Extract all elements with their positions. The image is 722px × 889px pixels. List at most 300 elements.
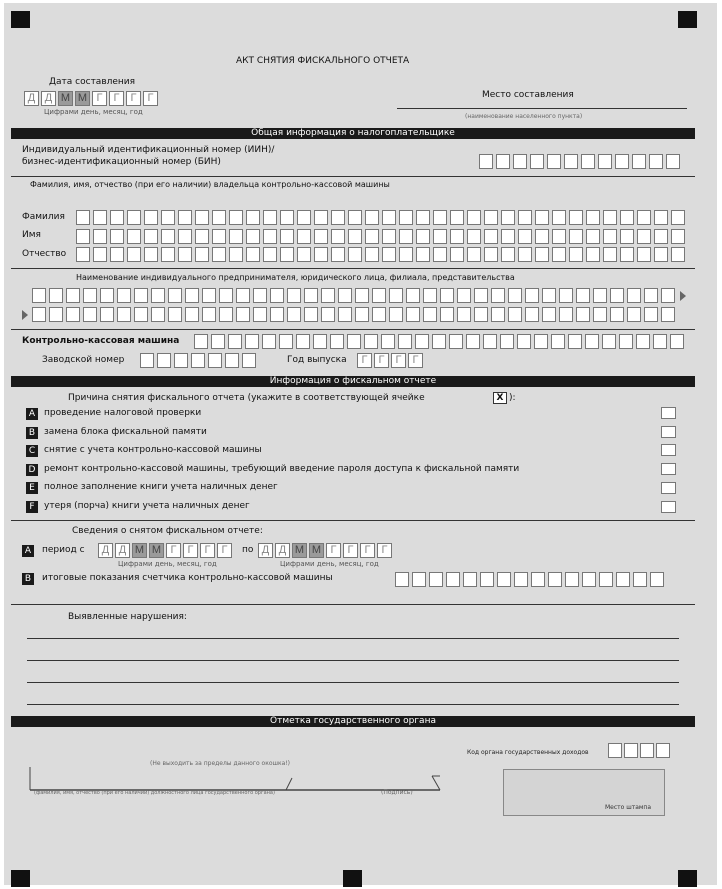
patronymic-cell[interactable]: [263, 247, 277, 262]
patronymic-cell[interactable]: [297, 247, 311, 262]
kkm-cell[interactable]: [415, 334, 429, 349]
kkm-cell[interactable]: [262, 334, 276, 349]
org-cell[interactable]: [576, 288, 590, 303]
surname-cell[interactable]: [501, 210, 515, 225]
kkm-cell[interactable]: [568, 334, 582, 349]
surname-cell[interactable]: [280, 210, 294, 225]
patronymic-cell[interactable]: [654, 247, 668, 262]
patronymic-cell[interactable]: [348, 247, 362, 262]
org-cell[interactable]: [593, 307, 607, 322]
org-cell[interactable]: [321, 288, 335, 303]
surname-cell[interactable]: [433, 210, 447, 225]
date-cell[interactable]: Д: [41, 91, 56, 106]
org-cell[interactable]: [134, 288, 148, 303]
date-cell[interactable]: Г: [126, 91, 141, 106]
signature-sign-hint: (Подпись): [381, 789, 413, 796]
totals-cell[interactable]: [599, 572, 613, 587]
org-cell[interactable]: [423, 307, 437, 322]
iin-cell[interactable]: [547, 154, 561, 169]
org-cell[interactable]: [253, 288, 267, 303]
violations-line[interactable]: [27, 704, 679, 705]
kkm-cell[interactable]: [228, 334, 242, 349]
org-cell[interactable]: [83, 307, 97, 322]
surname-cell[interactable]: [416, 210, 430, 225]
name-cell[interactable]: [671, 229, 685, 244]
org-cell[interactable]: [559, 288, 573, 303]
totals-cell[interactable]: [633, 572, 647, 587]
kkm-cell[interactable]: [364, 334, 378, 349]
gov-code-cell[interactable]: [640, 743, 654, 758]
totals-cell[interactable]: [497, 572, 511, 587]
name-cell[interactable]: [569, 229, 583, 244]
iin-cell[interactable]: [666, 154, 680, 169]
org-cell[interactable]: [474, 307, 488, 322]
surname-cell[interactable]: [552, 210, 566, 225]
kkm-cell[interactable]: [670, 334, 684, 349]
kkm-cell[interactable]: [313, 334, 327, 349]
org-cell[interactable]: [559, 307, 573, 322]
org-cell[interactable]: [661, 307, 675, 322]
patronymic-cell[interactable]: [110, 247, 124, 262]
kkm-cell[interactable]: [636, 334, 650, 349]
iin-cell[interactable]: [530, 154, 544, 169]
name-cell[interactable]: [110, 229, 124, 244]
name-cell[interactable]: [127, 229, 141, 244]
continue-arrow-left: [22, 310, 28, 320]
org-cell[interactable]: [151, 307, 165, 322]
org-cell[interactable]: [525, 288, 539, 303]
org-cell[interactable]: [423, 288, 437, 303]
surname-cell[interactable]: [569, 210, 583, 225]
name-cell[interactable]: [263, 229, 277, 244]
name-cell[interactable]: [195, 229, 209, 244]
place-line[interactable]: [397, 108, 687, 109]
surname-cell[interactable]: [348, 210, 362, 225]
patronymic-cell[interactable]: [603, 247, 617, 262]
period-from-cell[interactable]: Г: [217, 543, 232, 558]
org-cell[interactable]: [66, 288, 80, 303]
period-from-cell[interactable]: Г: [183, 543, 198, 558]
org-cell[interactable]: [644, 288, 658, 303]
kkm-cell[interactable]: [653, 334, 667, 349]
kkm-cell[interactable]: [432, 334, 446, 349]
org-cell[interactable]: [610, 307, 624, 322]
org-cell[interactable]: [202, 288, 216, 303]
totals-cell[interactable]: [650, 572, 664, 587]
patronymic-cell[interactable]: [501, 247, 515, 262]
kkm-cell[interactable]: [347, 334, 361, 349]
gov-code-cell[interactable]: [608, 743, 622, 758]
org-cell[interactable]: [83, 288, 97, 303]
period-from-cell[interactable]: Д: [98, 543, 113, 558]
org-cell[interactable]: [304, 307, 318, 322]
gov-code-cell[interactable]: [656, 743, 670, 758]
name-cell[interactable]: [552, 229, 566, 244]
kkm-cell[interactable]: [194, 334, 208, 349]
name-cell[interactable]: [399, 229, 413, 244]
totals-cell[interactable]: [429, 572, 443, 587]
patronymic-cell[interactable]: [195, 247, 209, 262]
name-cell[interactable]: [365, 229, 379, 244]
org-cell[interactable]: [151, 288, 165, 303]
period-to-cell[interactable]: Г: [326, 543, 341, 558]
period-from-cell[interactable]: М: [149, 543, 164, 558]
org-cell[interactable]: [32, 288, 46, 303]
name-cell[interactable]: [654, 229, 668, 244]
kkm-cell[interactable]: [466, 334, 480, 349]
surname-cell[interactable]: [467, 210, 481, 225]
org-cell[interactable]: [661, 288, 675, 303]
iin-cell[interactable]: [632, 154, 646, 169]
name-cell[interactable]: [331, 229, 345, 244]
date-cell[interactable]: Г: [109, 91, 124, 106]
violations-line[interactable]: [27, 682, 679, 683]
serial-cell[interactable]: [174, 353, 188, 368]
surname-cell[interactable]: [586, 210, 600, 225]
patronymic-cell[interactable]: [93, 247, 107, 262]
org-cell[interactable]: [440, 307, 454, 322]
patronymic-cell[interactable]: [569, 247, 583, 262]
iin-cell[interactable]: [649, 154, 663, 169]
org-cell[interactable]: [610, 288, 624, 303]
org-cell[interactable]: [338, 288, 352, 303]
name-cell[interactable]: [382, 229, 396, 244]
surname-cell[interactable]: [535, 210, 549, 225]
period-to-cell[interactable]: Д: [275, 543, 290, 558]
org-cell[interactable]: [627, 307, 641, 322]
org-cell[interactable]: [236, 288, 250, 303]
org-cell[interactable]: [542, 288, 556, 303]
serial-cell[interactable]: [140, 353, 154, 368]
org-cell[interactable]: [508, 307, 522, 322]
org-cell[interactable]: [168, 307, 182, 322]
period-to-cell[interactable]: Г: [360, 543, 375, 558]
name-cell[interactable]: [433, 229, 447, 244]
reason-checkbox[interactable]: [661, 463, 676, 475]
org-cell[interactable]: [270, 288, 284, 303]
org-cell[interactable]: [389, 307, 403, 322]
org-cell[interactable]: [644, 307, 658, 322]
kkm-cell[interactable]: [279, 334, 293, 349]
kkm-cell[interactable]: [585, 334, 599, 349]
name-cell[interactable]: [229, 229, 243, 244]
patronymic-cell[interactable]: [535, 247, 549, 262]
name-cell[interactable]: [586, 229, 600, 244]
patronymic-cell[interactable]: [416, 247, 430, 262]
serial-cell[interactable]: [157, 353, 171, 368]
org-cell[interactable]: [117, 288, 131, 303]
kkm-cell[interactable]: [551, 334, 565, 349]
kkm-cell[interactable]: [500, 334, 514, 349]
name-cell[interactable]: [93, 229, 107, 244]
surname-cell[interactable]: [399, 210, 413, 225]
surname-cell[interactable]: [229, 210, 243, 225]
iin-cell[interactable]: [598, 154, 612, 169]
org-cell[interactable]: [593, 288, 607, 303]
kkm-cell[interactable]: [517, 334, 531, 349]
org-cell[interactable]: [372, 307, 386, 322]
org-cell[interactable]: [491, 307, 505, 322]
iin-cell[interactable]: [581, 154, 595, 169]
patronymic-cell[interactable]: [586, 247, 600, 262]
serial-cell[interactable]: [208, 353, 222, 368]
name-cell[interactable]: [76, 229, 90, 244]
name-cell[interactable]: [161, 229, 175, 244]
org-cell[interactable]: [185, 288, 199, 303]
surname-cell[interactable]: [484, 210, 498, 225]
totals-letter: B: [22, 573, 34, 585]
period-from-cell[interactable]: Г: [200, 543, 215, 558]
totals-cell[interactable]: [582, 572, 596, 587]
period-from-cell[interactable]: М: [132, 543, 147, 558]
year-cell[interactable]: Г: [408, 353, 423, 368]
surname-cell[interactable]: [314, 210, 328, 225]
kkm-cell[interactable]: [245, 334, 259, 349]
name-cell[interactable]: [637, 229, 651, 244]
iin-cell[interactable]: [615, 154, 629, 169]
org-cell[interactable]: [457, 288, 471, 303]
surname-cell[interactable]: [518, 210, 532, 225]
period-to-cell[interactable]: Г: [377, 543, 392, 558]
totals-cell[interactable]: [531, 572, 545, 587]
org-cell[interactable]: [49, 288, 63, 303]
reason-letter: A: [26, 408, 38, 420]
org-cell[interactable]: [457, 307, 471, 322]
org-cell[interactable]: [287, 288, 301, 303]
org-cell[interactable]: [168, 288, 182, 303]
org-cell[interactable]: [287, 307, 301, 322]
name-cell[interactable]: [314, 229, 328, 244]
violations-line[interactable]: [27, 660, 679, 661]
patronymic-cell[interactable]: [144, 247, 158, 262]
org-cell[interactable]: [406, 288, 420, 303]
org-cell[interactable]: [253, 307, 267, 322]
name-cell[interactable]: [178, 229, 192, 244]
reason-checkbox[interactable]: [661, 444, 676, 456]
name-cell[interactable]: [416, 229, 430, 244]
org-cell[interactable]: [117, 307, 131, 322]
kkm-cell[interactable]: [398, 334, 412, 349]
reason-checkbox[interactable]: [661, 407, 676, 419]
patronymic-cell[interactable]: [671, 247, 685, 262]
org-cell[interactable]: [219, 307, 233, 322]
surname-cell[interactable]: [144, 210, 158, 225]
totals-cell[interactable]: [565, 572, 579, 587]
org-cell[interactable]: [627, 288, 641, 303]
name-cell[interactable]: [212, 229, 226, 244]
kkm-cell[interactable]: [619, 334, 633, 349]
serial-cell[interactable]: [191, 353, 205, 368]
surname-cell[interactable]: [365, 210, 379, 225]
name-cell[interactable]: [246, 229, 260, 244]
name-cell[interactable]: [348, 229, 362, 244]
surname-cell[interactable]: [110, 210, 124, 225]
corner-marker-tl: [11, 11, 30, 28]
name-cell[interactable]: [535, 229, 549, 244]
period-to-cell[interactable]: Г: [343, 543, 358, 558]
kkm-cell[interactable]: [602, 334, 616, 349]
patronymic-cell[interactable]: [552, 247, 566, 262]
surname-cell[interactable]: [246, 210, 260, 225]
name-cell[interactable]: [280, 229, 294, 244]
name-cell[interactable]: [518, 229, 532, 244]
patronymic-cell[interactable]: [450, 247, 464, 262]
date-cell[interactable]: Г: [92, 91, 107, 106]
patronymic-cell[interactable]: [467, 247, 481, 262]
iin-cell[interactable]: [479, 154, 493, 169]
org-cell[interactable]: [440, 288, 454, 303]
kkm-cell[interactable]: [449, 334, 463, 349]
org-cell[interactable]: [32, 307, 46, 322]
org-cell[interactable]: [100, 307, 114, 322]
totals-cell[interactable]: [616, 572, 630, 587]
divider: [11, 520, 695, 521]
kkm-cell[interactable]: [483, 334, 497, 349]
year-cell[interactable]: Г: [391, 353, 406, 368]
surname-cell[interactable]: [195, 210, 209, 225]
kkm-cell[interactable]: [330, 334, 344, 349]
patronymic-cell[interactable]: [314, 247, 328, 262]
gov-code-cell[interactable]: [624, 743, 638, 758]
patronymic-cell[interactable]: [382, 247, 396, 262]
period-to-cell[interactable]: М: [309, 543, 324, 558]
org-cell[interactable]: [474, 288, 488, 303]
patronymic-cell[interactable]: [229, 247, 243, 262]
patronymic-cell[interactable]: [433, 247, 447, 262]
patronymic-cell[interactable]: [127, 247, 141, 262]
surname-cell[interactable]: [212, 210, 226, 225]
iin-cell[interactable]: [564, 154, 578, 169]
kkm-cell[interactable]: [296, 334, 310, 349]
org-cell[interactable]: [389, 288, 403, 303]
name-cell[interactable]: [501, 229, 515, 244]
surname-cell[interactable]: [637, 210, 651, 225]
patronymic-cell[interactable]: [484, 247, 498, 262]
name-cell[interactable]: [144, 229, 158, 244]
totals-cell[interactable]: [514, 572, 528, 587]
name-cell[interactable]: [467, 229, 481, 244]
org-cell[interactable]: [372, 288, 386, 303]
surname-cell[interactable]: [127, 210, 141, 225]
surname-cell[interactable]: [620, 210, 634, 225]
org-cell[interactable]: [338, 307, 352, 322]
surname-cell[interactable]: [93, 210, 107, 225]
year-cell[interactable]: Г: [374, 353, 389, 368]
date-cell[interactable]: Г: [143, 91, 158, 106]
date-cell[interactable]: М: [58, 91, 73, 106]
iin-cell[interactable]: [513, 154, 527, 169]
org-cell[interactable]: [49, 307, 63, 322]
org-cell[interactable]: [355, 288, 369, 303]
org-cell[interactable]: [270, 307, 284, 322]
org-cell[interactable]: [491, 288, 505, 303]
reason-checkbox[interactable]: [661, 501, 676, 513]
period-from-cells: [98, 543, 232, 558]
period-to-cell[interactable]: Д: [258, 543, 273, 558]
surname-cell[interactable]: [382, 210, 396, 225]
surname-cell[interactable]: [76, 210, 90, 225]
year-cell[interactable]: Г: [357, 353, 372, 368]
org-cell[interactable]: [100, 288, 114, 303]
org-cell[interactable]: [304, 288, 318, 303]
patronymic-cell[interactable]: [178, 247, 192, 262]
org-cell[interactable]: [406, 307, 420, 322]
patronymic-cell[interactable]: [518, 247, 532, 262]
org-cell[interactable]: [576, 307, 590, 322]
surname-cell[interactable]: [161, 210, 175, 225]
kkm-cell[interactable]: [211, 334, 225, 349]
org-cell[interactable]: [134, 307, 148, 322]
date-cell[interactable]: М: [75, 91, 90, 106]
org-cell[interactable]: [321, 307, 335, 322]
surname-cell[interactable]: [671, 210, 685, 225]
org-cell[interactable]: [525, 307, 539, 322]
org-cell[interactable]: [542, 307, 556, 322]
name-cell[interactable]: [484, 229, 498, 244]
org-cell[interactable]: [66, 307, 80, 322]
serial-cell[interactable]: [225, 353, 239, 368]
iin-cell[interactable]: [496, 154, 510, 169]
name-cell[interactable]: [450, 229, 464, 244]
period-from-cell[interactable]: Д: [115, 543, 130, 558]
patronymic-cell[interactable]: [161, 247, 175, 262]
totals-cell[interactable]: [548, 572, 562, 587]
kkm-cell[interactable]: [381, 334, 395, 349]
org-cell[interactable]: [508, 288, 522, 303]
totals-cell[interactable]: [446, 572, 460, 587]
violations-line[interactable]: [27, 638, 679, 639]
totals-cell[interactable]: [463, 572, 477, 587]
surname-cell[interactable]: [450, 210, 464, 225]
patronymic-cell[interactable]: [637, 247, 651, 262]
totals-cell[interactable]: [412, 572, 426, 587]
surname-cell[interactable]: [263, 210, 277, 225]
surname-cell[interactable]: [603, 210, 617, 225]
kkm-cell[interactable]: [534, 334, 548, 349]
patronymic-cell[interactable]: [280, 247, 294, 262]
patronymic-cell[interactable]: [212, 247, 226, 262]
org-cell[interactable]: [355, 307, 369, 322]
period-from-cell[interactable]: Г: [166, 543, 181, 558]
serial-cell[interactable]: [242, 353, 256, 368]
surname-cell[interactable]: [331, 210, 345, 225]
totals-cell[interactable]: [480, 572, 494, 587]
org-cell[interactable]: [202, 307, 216, 322]
surname-cell[interactable]: [654, 210, 668, 225]
patronymic-cell[interactable]: [246, 247, 260, 262]
totals-cell[interactable]: [395, 572, 409, 587]
org-cell[interactable]: [185, 307, 199, 322]
period-from-hint: Цифрами день, месяц, год: [118, 560, 217, 568]
reason-checkbox[interactable]: [661, 482, 676, 494]
patronymic-cell[interactable]: [365, 247, 379, 262]
divider: [11, 604, 695, 605]
period-to-cell[interactable]: М: [292, 543, 307, 558]
org-cell[interactable]: [236, 307, 250, 322]
name-cell[interactable]: [603, 229, 617, 244]
org-cell[interactable]: [219, 288, 233, 303]
patronymic-cell[interactable]: [399, 247, 413, 262]
surname-cell[interactable]: [178, 210, 192, 225]
patronymic-cell[interactable]: [620, 247, 634, 262]
surname-cell[interactable]: [297, 210, 311, 225]
reason-checkbox[interactable]: [661, 426, 676, 438]
date-cell[interactable]: Д: [24, 91, 39, 106]
patronymic-cell[interactable]: [76, 247, 90, 262]
name-cell[interactable]: [620, 229, 634, 244]
name-cell[interactable]: [297, 229, 311, 244]
patronymic-cell[interactable]: [331, 247, 345, 262]
